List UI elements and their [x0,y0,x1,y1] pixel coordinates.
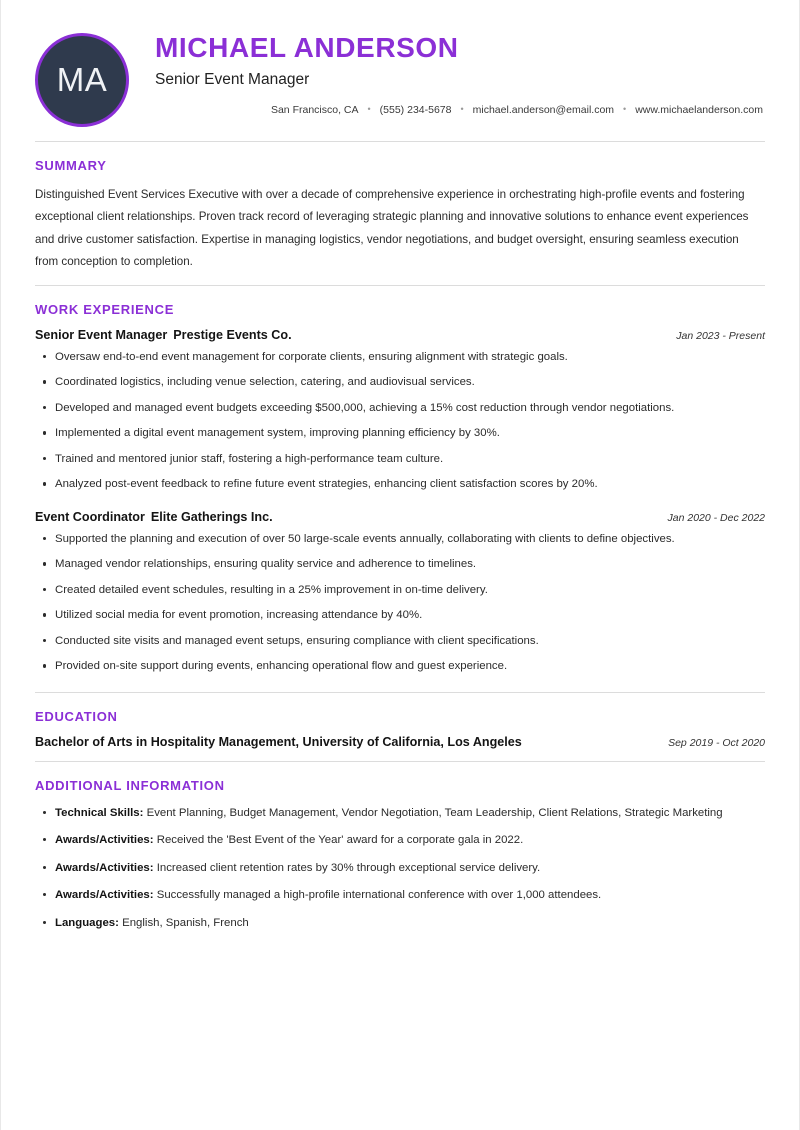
contact-separator-icon: • [623,104,627,115]
list-item [35,859,765,877]
bullet-item: Trained and mentored junior staff, fostering a high-performance team culture. [35,450,765,468]
bullet-item: Conducted site visits and managed event setups, ensuring compliance with client specifications. [35,632,765,650]
education-dates: Sep 2019 - Oct 2020 [668,736,765,749]
info-value: Event Planning, Budget Management, Vendor Negotiation, Team Leadership, Client Relations, Strategic Marketing [146,806,723,819]
contact-separator-icon: • [460,104,464,115]
experience-role: Senior Event Manager [35,328,168,342]
summary-text: Distinguished Event Services Executive with over a decade of comprehensive experience in orchestrating high-profile events and fostering exceptional client relationships. Proven track record of leveraging strategic planning and innovative solutions to enhance event experiences and drive customer satisfaction. Expertise in managing logistics, vendor negotiations, and budget oversight, ensuring seamless execution from conception to completion. [35,188,749,268]
info-value: Successfully managed a high-profile international conference with over 1,000 attendees. [156,889,602,902]
info-label: Awards/Activities: [55,889,154,902]
bullet-item: Developed and managed event budgets exceeding $500,000, achieving a 15% cost reduction through vendor negotiations. [35,399,765,417]
candidate-name: MICHAEL ANDERSON [155,32,459,63]
bullet-item: Utilized social media for event promotion, increasing attendance by 40%. [35,606,765,624]
education-degree: Bachelor of Arts in Hospitality Management, University of California, Los Angeles [35,734,522,749]
experience-company: Prestige Events Co. [173,328,292,342]
contact-location: San Francisco, CA [270,103,359,116]
experience-role-company [35,328,292,342]
avatar [35,33,129,127]
info-label: Technical Skills: [55,806,144,819]
list-item [35,804,765,822]
experience-role-company [35,510,273,524]
section-title-education: EDUCATION [35,708,118,724]
bullet-item: Coordinated logistics, including venue selection, catering, and audiovisual services. [35,373,765,391]
list-item [35,886,765,904]
bullet-item: Supported the planning and execution of over 50 large-scale events annually, collaborating with clients to define objectives. [35,530,765,548]
section-title-work-experience: WORK EXPERIENCE [35,302,175,317]
info-value: Increased client retention rates by 30% through exceptional service delivery. [156,861,541,874]
contact-row [155,104,765,116]
resume-header [35,0,765,141]
section-work-experience [35,286,765,692]
section-title-additional-information: ADDITIONAL INFORMATION [35,777,225,793]
experience-dates: Jan 2020 - Dec 2022 [667,511,765,524]
additional-info-list [35,804,765,932]
info-label: Awards/Activities: [55,834,154,847]
header-main [133,30,765,116]
avatar-initials: MA [56,61,108,98]
bullet-item: Managed vendor relationships, ensuring quality service and adherence to timelines. [35,555,765,573]
experience-dates: Jan 2023 - Present [676,330,765,342]
info-label: Awards/Activities: [55,861,154,874]
info-label: Languages: [55,916,119,929]
section-education [35,693,765,761]
bullet-item: Provided on-site support during events, enhancing operational flow and guest experience. [35,657,765,675]
contact-phone[interactable]: (555) 234-5678 [379,103,452,116]
experience-entry [35,510,765,676]
experience-header [35,328,765,342]
info-value: Received the 'Best Event of the Year' award for a corporate gala in 2022. [156,834,524,847]
experience-bullets [35,530,765,676]
bullet-item: Created detailed event schedules, resulting in a 25% improvement in on-time delivery. [35,581,765,599]
contact-email[interactable]: michael.anderson@email.com [472,103,615,116]
candidate-title: Senior Event Manager [155,71,310,89]
experience-bullets [35,348,765,494]
bullet-item: Oversaw end-to-end event management for corporate clients, ensuring alignment with strategic goals. [35,348,765,366]
section-summary [35,142,765,285]
section-additional-information [35,762,765,944]
avatar-container [35,30,133,127]
bullet-item: Analyzed post-event feedback to refine future event strategies, enhancing client satisfaction scores by 20%. [35,475,765,493]
section-title-summary: SUMMARY [35,158,107,173]
experience-role: Event Coordinator [35,509,145,524]
experience-entry [35,328,765,494]
list-item [35,914,765,932]
contact-separator-icon: • [367,104,371,115]
experience-header [35,510,765,524]
education-entry [35,735,765,749]
info-value: English, Spanish, French [122,916,249,929]
list-item [35,831,765,849]
contact-website[interactable]: www.michaelanderson.com [635,103,763,116]
bullet-item: Implemented a digital event management system, improving planning efficiency by 30%. [35,424,765,442]
experience-company: Elite Gatherings Inc. [150,509,273,524]
